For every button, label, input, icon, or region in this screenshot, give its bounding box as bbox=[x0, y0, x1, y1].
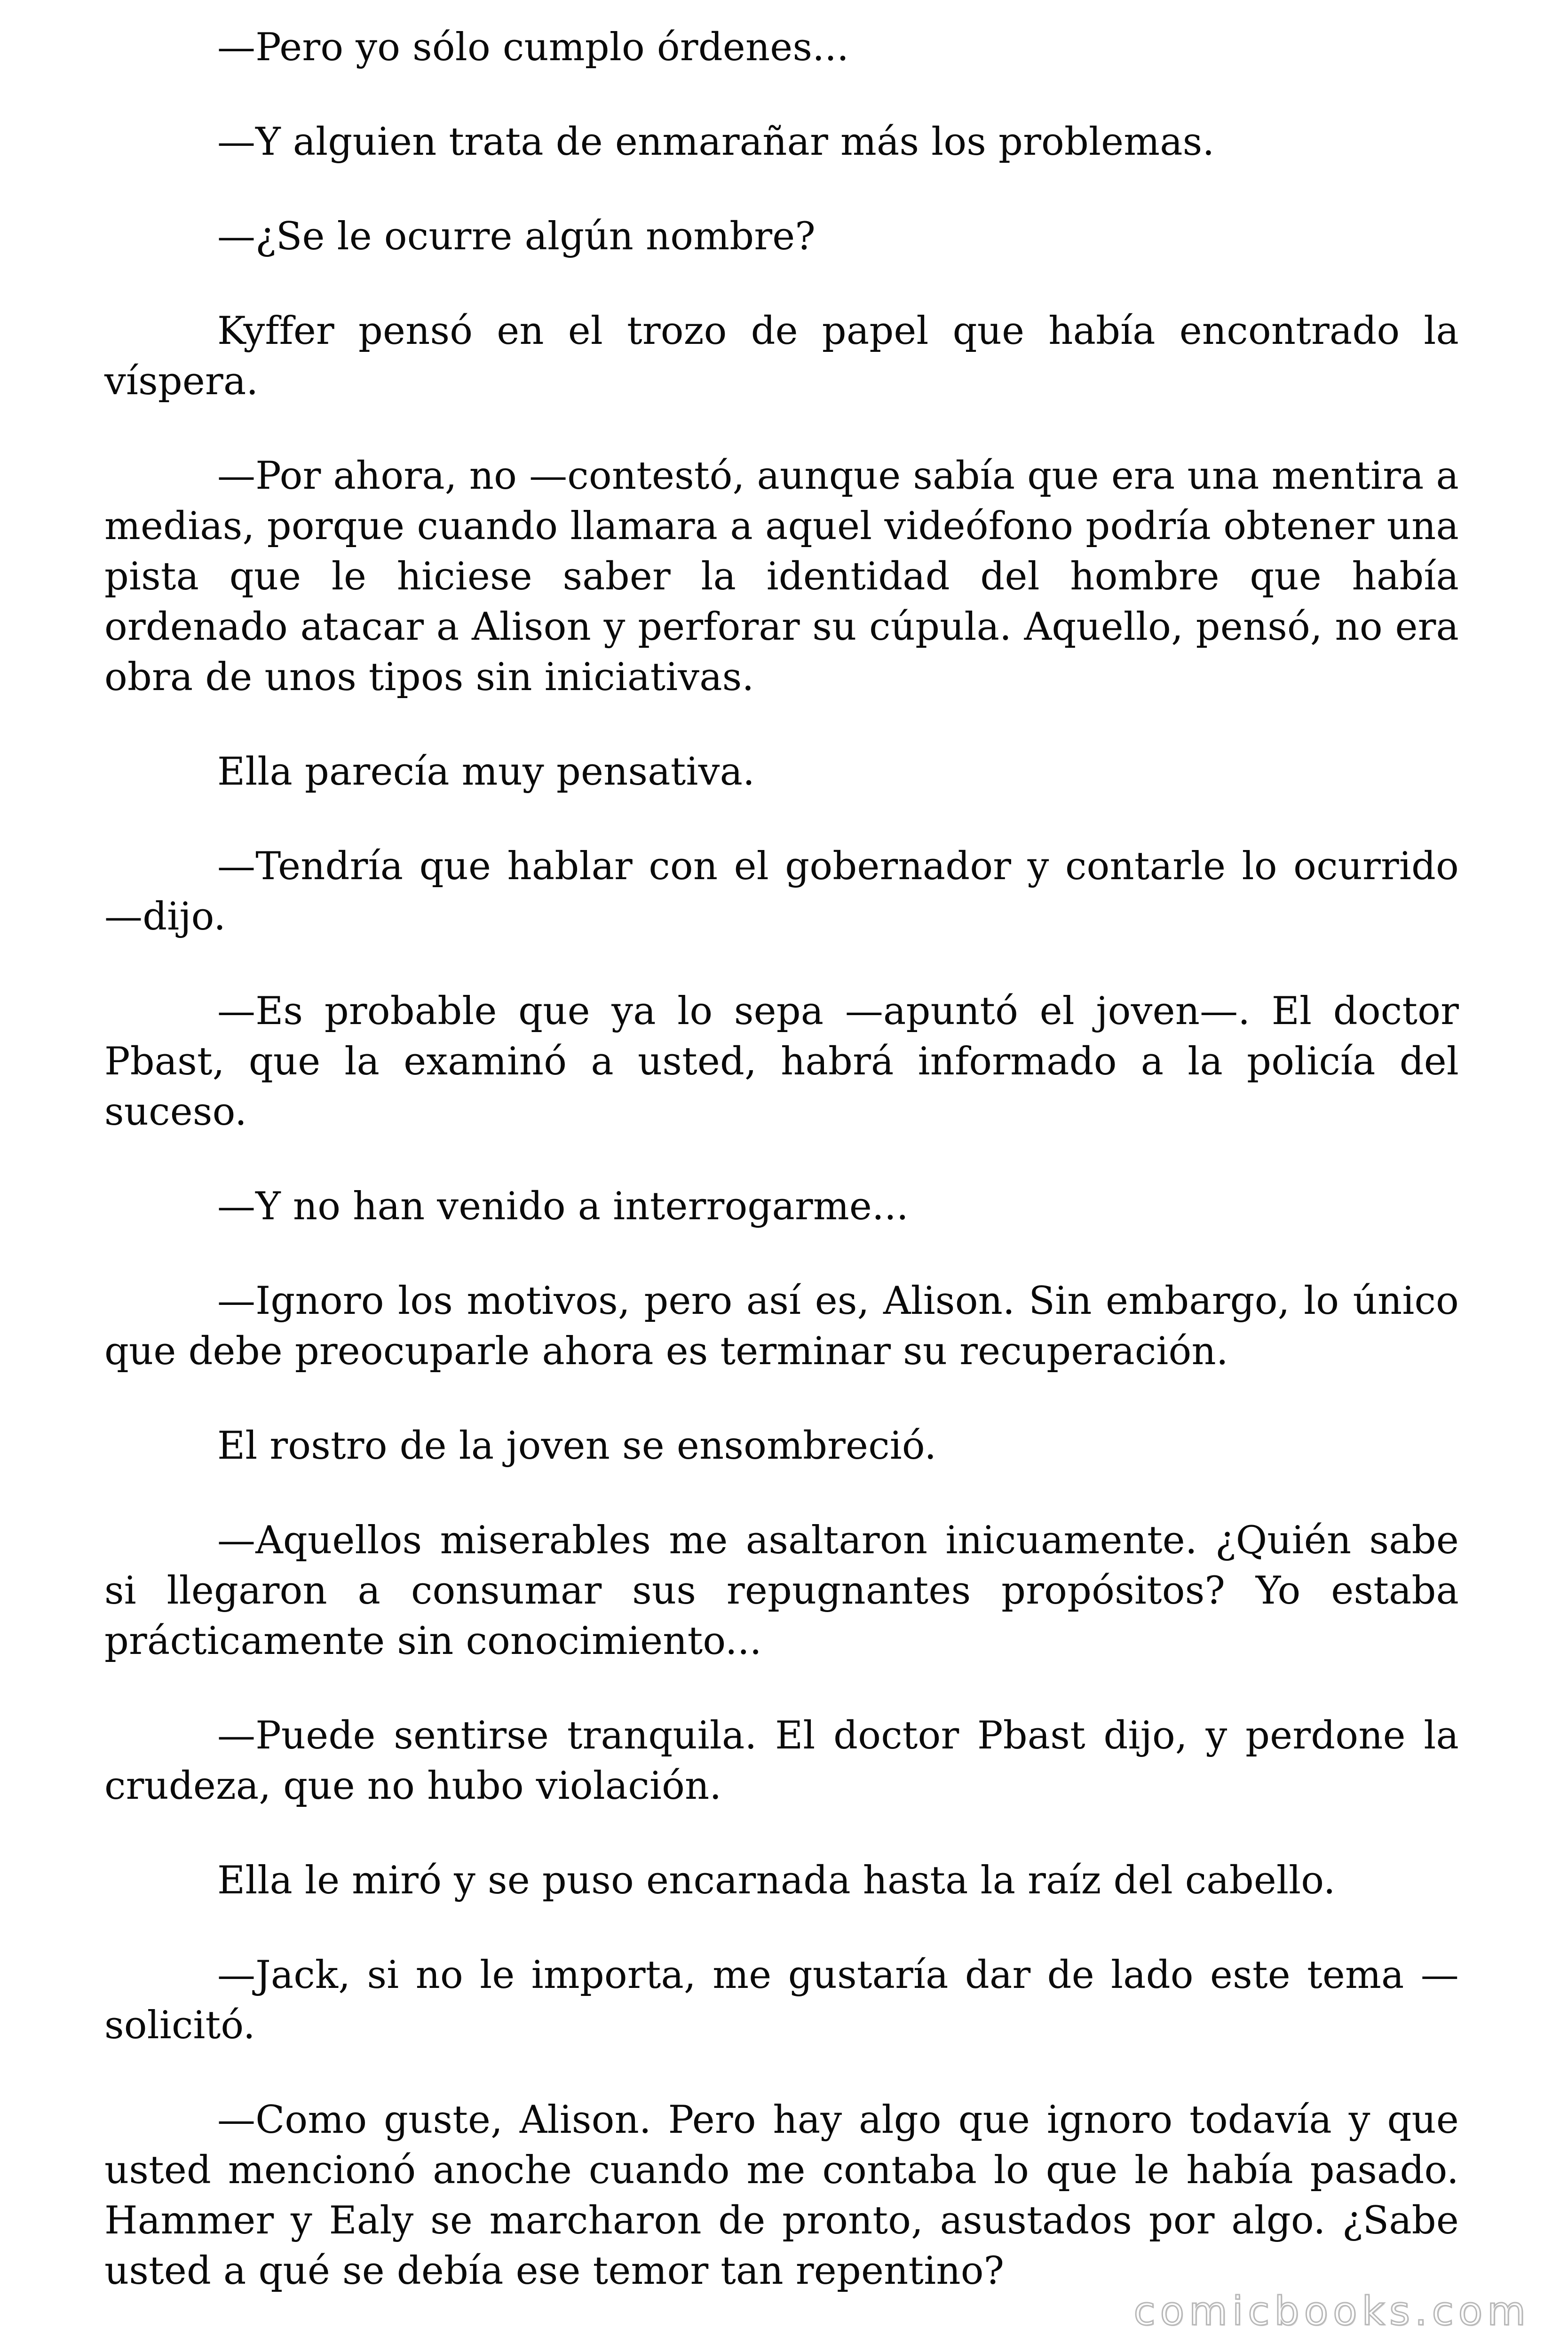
paragraph: —Pero yo sólo cumplo órdenes... bbox=[217, 25, 849, 70]
paragraph: —¿Se le ocurre algún nombre? bbox=[217, 215, 816, 259]
text-column bbox=[104, 0, 1459, 2341]
paragraph: —Es probable que ya lo sepa —apuntó el joven—. El doctor Pbast, que la examinó a usted, habrá informado a la policía del suceso. bbox=[104, 989, 1459, 1134]
paragraph: —Y alguien trata de enmarañar más los problemas. bbox=[217, 120, 1215, 164]
paragraph: Ella le miró y se puso encarnada hasta la raíz del cabello. bbox=[217, 1859, 1336, 1903]
paragraph: —Como guste, Alison. Pero hay algo que ignoro todavía y que usted mencionó anoche cuando me contaba lo que le había pasado. Hammer y Ealy se marcharon de pronto, asustados por algo. ¿Sabe usted a qué se debía ese temor tan repentino? bbox=[104, 2098, 1459, 2293]
paragraph: —Tendría que hablar con el gobernador y contarle lo ocurrido —dijo. bbox=[104, 844, 1459, 939]
paragraph: —Aquellos miserables me asaltaron inicuamente. ¿Quién sabe si llegaron a consumar sus repugnantes propósitos? Yo estaba prácticamente sin conocimiento... bbox=[104, 1518, 1459, 1663]
paragraph: —Por ahora, no —contestó, aunque sabía que era una mentira a medias, porque cuando llamara a aquel videófono podría obtener una pista que le hiciese saber la identidad del hombre que había ordenado atacar a Alison y perforar su cúpula. Aquello, pensó, no era obra de unos tipos sin iniciativas. bbox=[104, 454, 1459, 699]
paragraph: El rostro de la joven se ensombreció. bbox=[217, 1424, 937, 1468]
paragraph: —Puede sentirse tranquila. El doctor Pbast dijo, y perdone la crudeza, que no hubo violación. bbox=[104, 1714, 1459, 1808]
paragraph: —Ignoro los motivos, pero así es, Alison. Sin embargo, lo único que debe preocuparle ahora es terminar su recuperación. bbox=[104, 1279, 1459, 1374]
paragraph: —Y no han venido a interrogarme... bbox=[217, 1184, 909, 1229]
paragraph: Kyffer pensó en el trozo de papel que había encontrado la víspera. bbox=[104, 309, 1459, 404]
paragraph: Ella parecía muy pensativa. bbox=[217, 750, 755, 794]
watermark-logo: comicbooks.com bbox=[1133, 2288, 1530, 2334]
paragraph: —Jack, si no le importa, me gustaría dar de lado este tema — solicitó. bbox=[104, 1953, 1459, 2048]
